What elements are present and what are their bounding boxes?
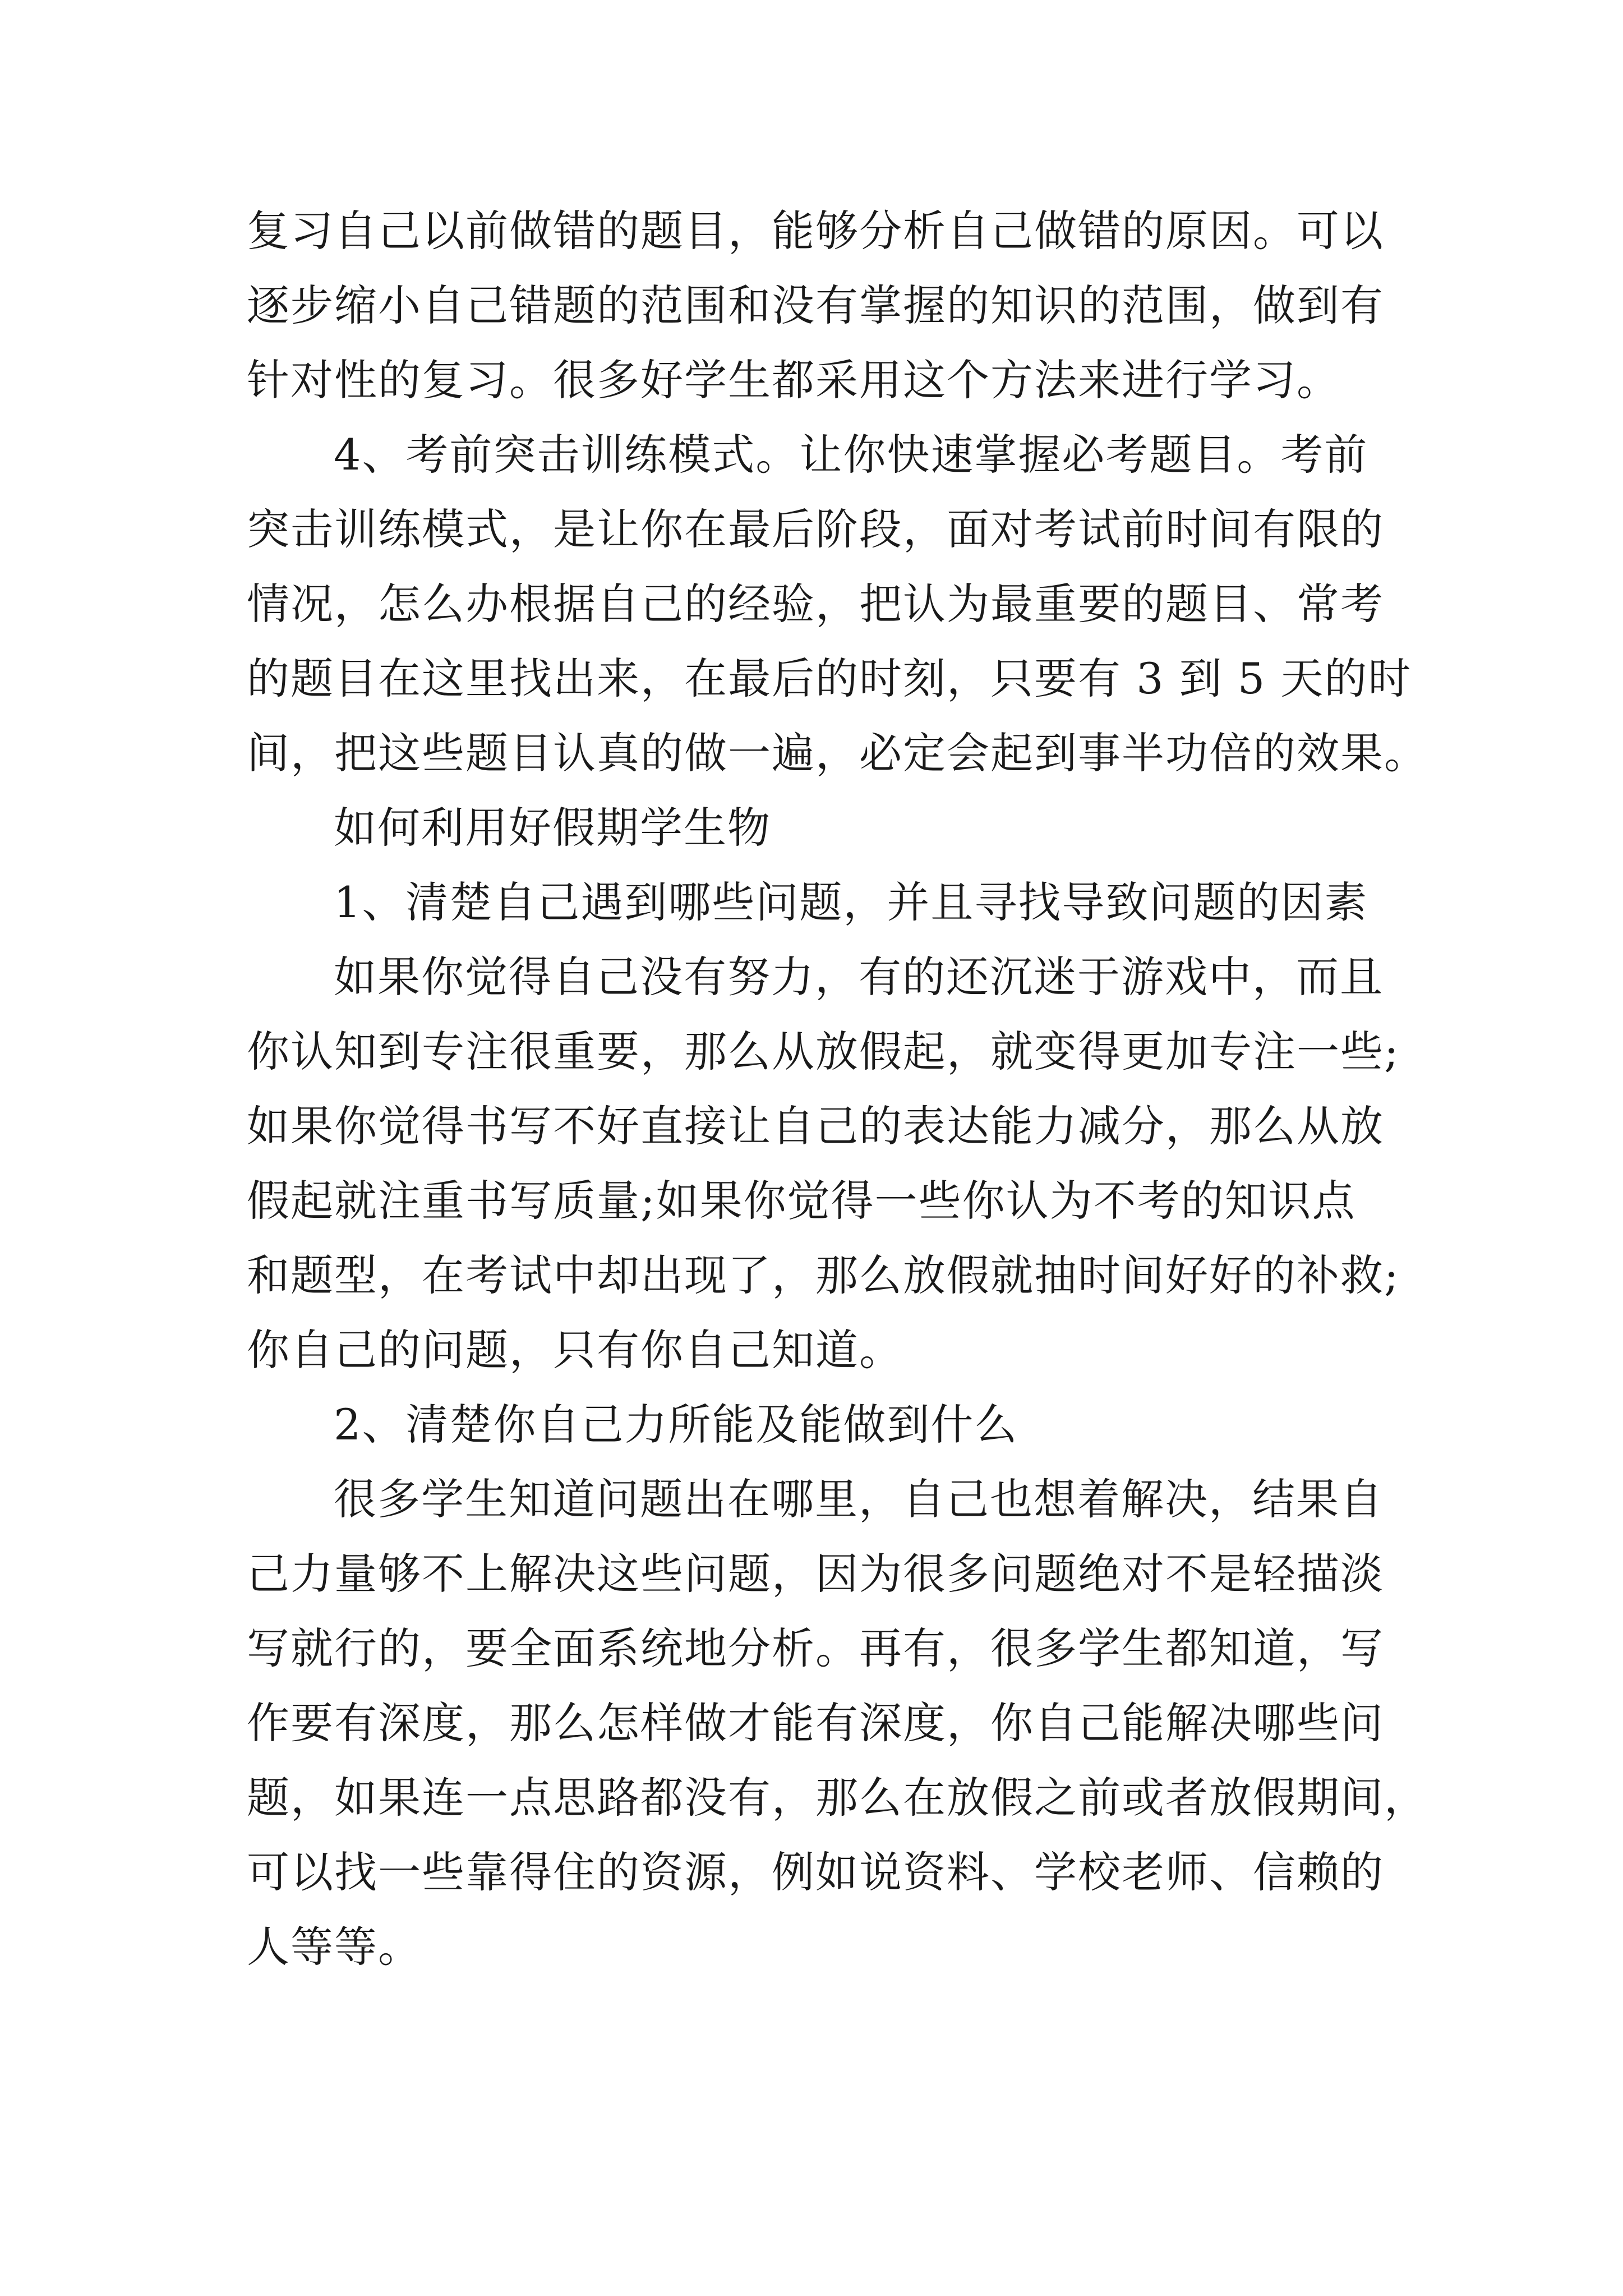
- text-line: 很多学生知道问题出在哪里，自己也想着解决，结果自: [334, 1474, 1384, 1524]
- section-heading: 如何利用好假期学生物: [334, 803, 771, 853]
- text-line: 的题目在这里找出来，在最后的时刻，只要有 3 到 5 天的时: [247, 654, 1412, 703]
- text-line: 间，把这些题目认真的做一遍，必定会起到事半功倍的效果。: [247, 728, 1428, 778]
- document-body: [247, 194, 1428, 1984]
- text-line: 如果你觉得自己没有努力，有的还沉迷于游戏中，而且: [334, 952, 1384, 1002]
- text-line: 可以找一些靠得住的资源，例如说资料、学校老师、信赖的: [247, 1847, 1384, 1897]
- text-line: 假起就注重书写质量;如果你觉得一些你认为不考的知识点: [247, 1176, 1356, 1226]
- text-line: 复习自己以前做错的题目，能够分析自己做错的原因。可以: [247, 206, 1384, 256]
- subheading: 2、清楚你自己力所能及能做到什么: [334, 1400, 1018, 1450]
- text-line: 写就行的，要全面系统地分析。再有，很多学生都知道，写: [247, 1623, 1384, 1673]
- text-line: 如果你觉得书写不好直接让自己的表达能力减分，那么从放: [247, 1101, 1384, 1151]
- text-line: 突击训练模式，是让你在最后阶段，面对考试前时间有限的: [247, 504, 1384, 554]
- text-line: 你自己的问题，只有你自己知道。: [247, 1325, 903, 1375]
- text-line: 人等等。: [247, 1922, 422, 1972]
- text-line: 情况，怎么办根据自己的经验，把认为最重要的题目、常考: [247, 579, 1384, 629]
- text-line: 和题型，在考试中却出现了，那么放假就抽时间好好的补救;: [247, 1250, 1400, 1300]
- text-line: 题，如果连一点思路都没有，那么在放假之前或者放假期间，: [247, 1773, 1428, 1823]
- subheading: 1、清楚自己遇到哪些问题，并且寻找导致问题的因素: [334, 877, 1368, 927]
- text-line: 作要有深度，那么怎样做才能有深度，你自己能解决哪些问: [247, 1698, 1384, 1748]
- text-line: 你认知到专注很重要，那么从放假起，就变得更加专注一些;: [247, 1027, 1400, 1076]
- text-line: 4、考前突击训练模式。让你快速掌握必考题目。考前: [334, 430, 1368, 480]
- text-line: 逐步缩小自己错题的范围和没有掌握的知识的范围，做到有: [247, 280, 1384, 330]
- text-line: 己力量够不上解决这些问题，因为很多问题绝对不是轻描淡: [247, 1549, 1384, 1599]
- text-line: 针对性的复习。很多好学生都采用这个方法来进行学习。: [247, 355, 1340, 405]
